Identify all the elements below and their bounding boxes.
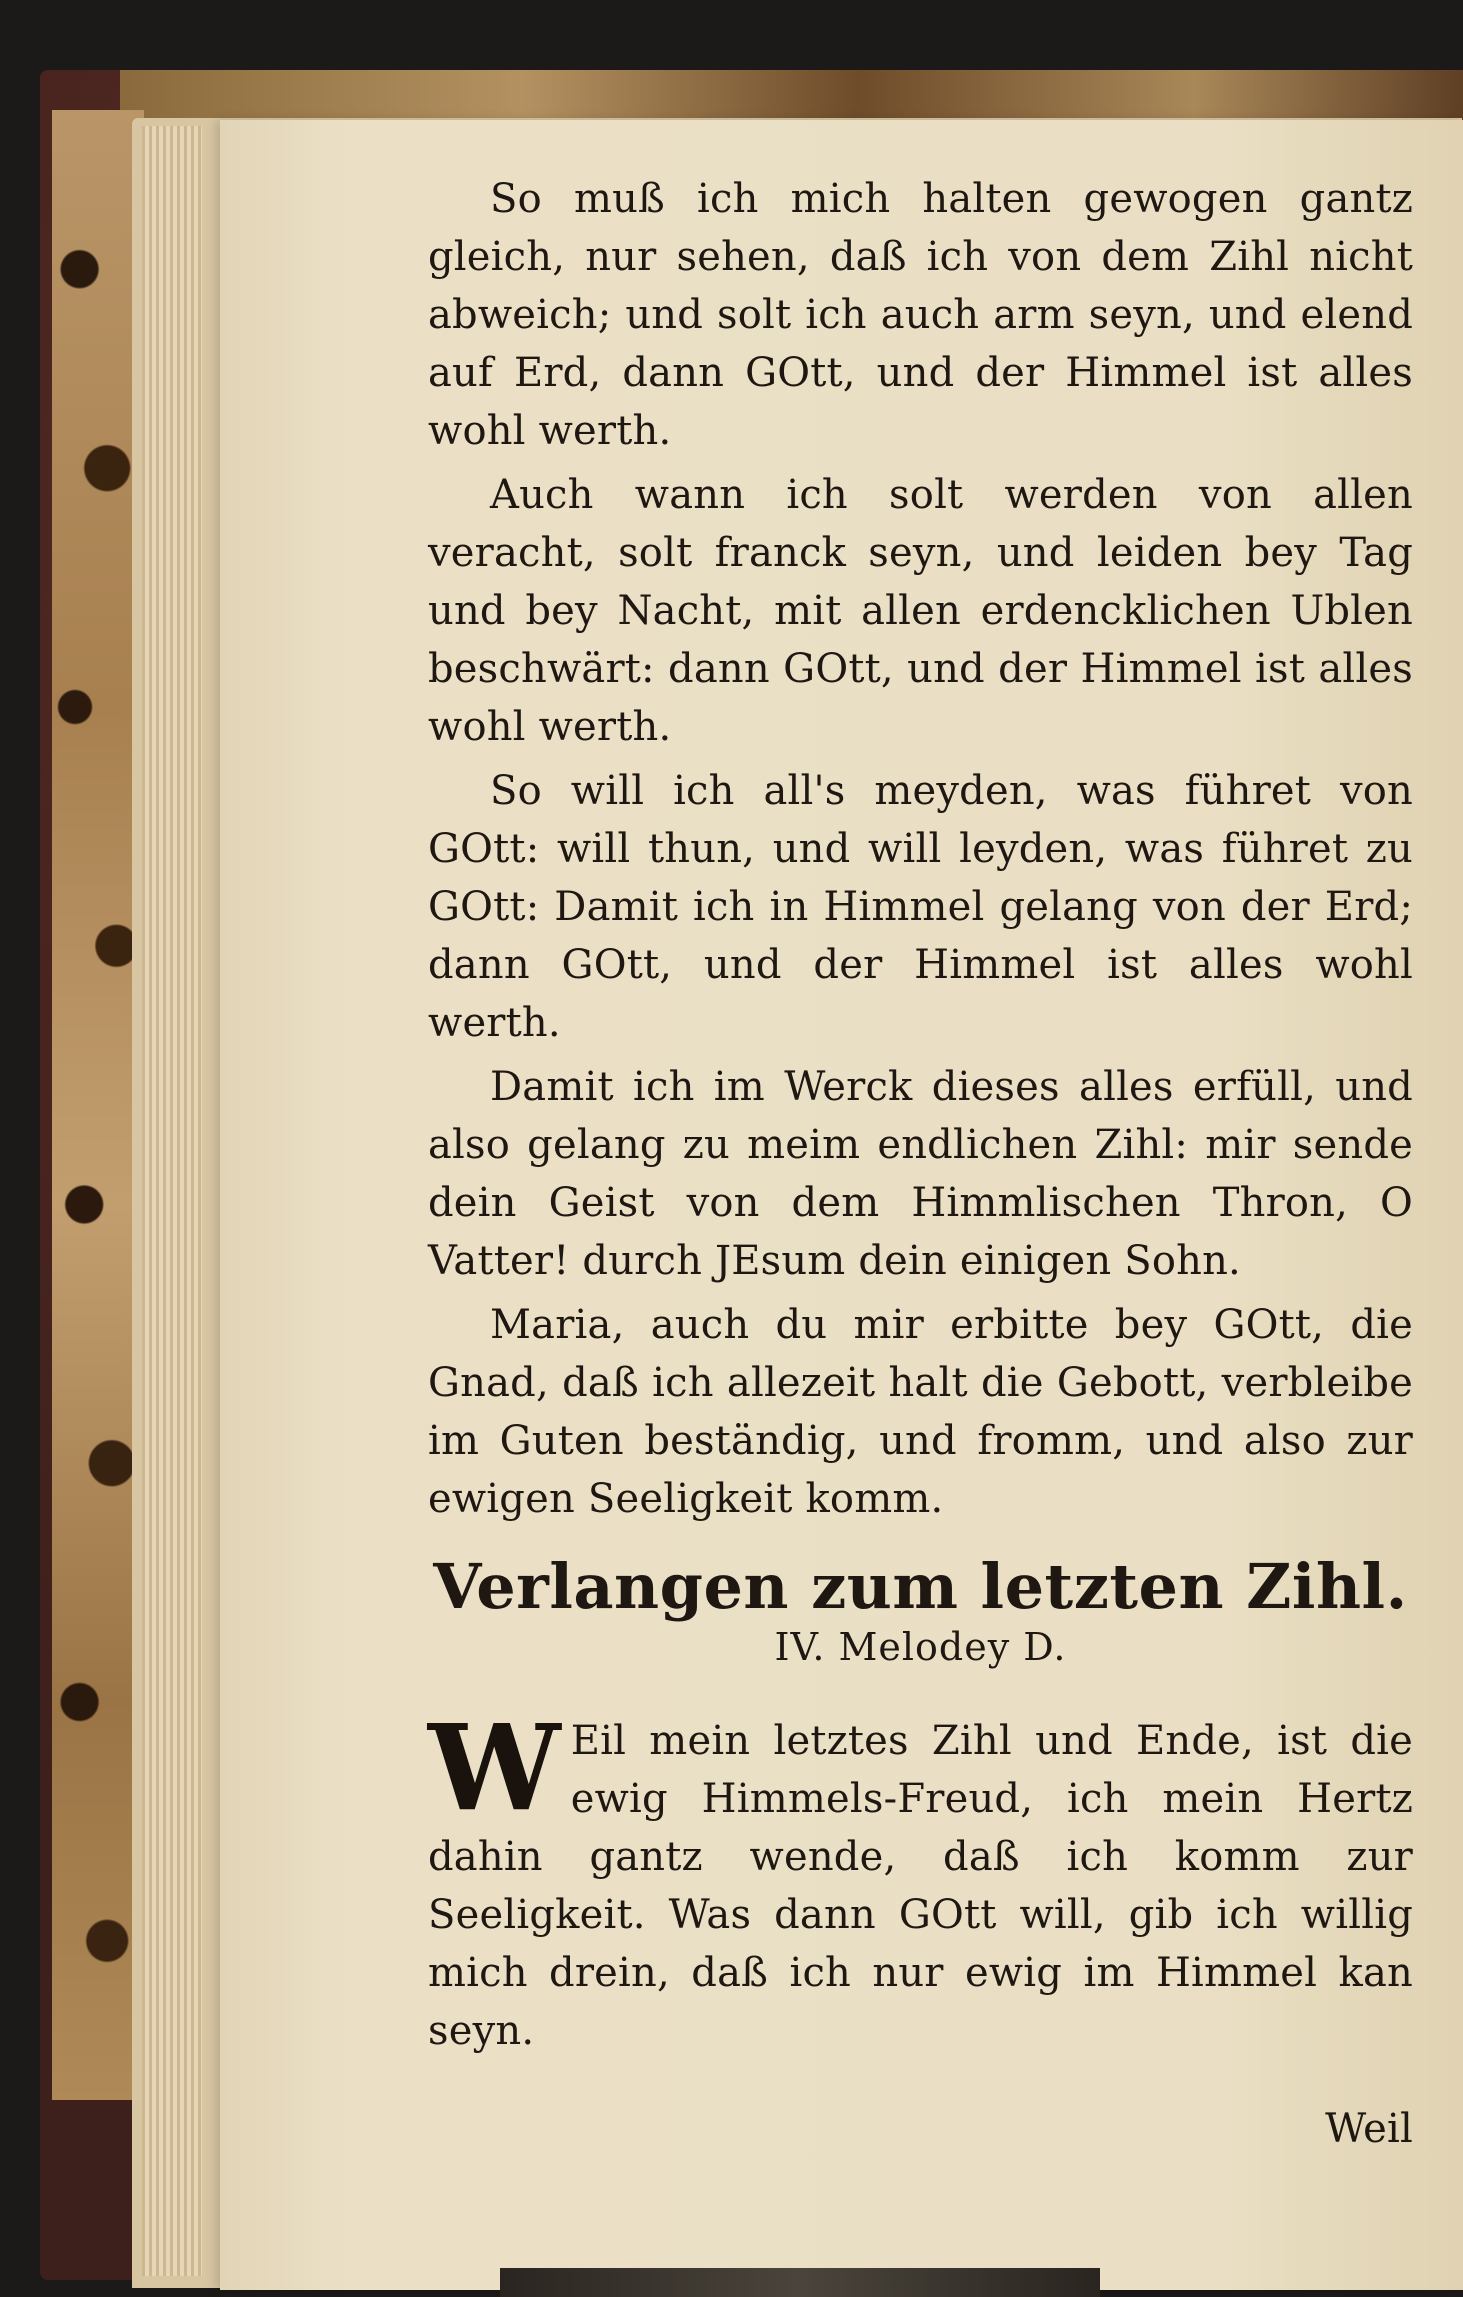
stanza-4: Damit ich im Werck dieses alles erfüll, und also gelang zu meim endlichen Zihl: mir sende dein Geist von dem Himmlischen Thron, O Vatter! durch JEsum dein einigen Sohn. bbox=[428, 1064, 1413, 1284]
catchword: Weil bbox=[1325, 2106, 1413, 2152]
melody-line: IV. Melodey D. bbox=[774, 1625, 1067, 1669]
stanza-1: So muß ich mich halten gewogen gantz gleich, nur sehen, daß ich von dem Zihl nicht abweich; und solt ich auch arm seyn, und elend auf Erd, dann GOtt, und der Himmel ist alles wohl werth. bbox=[428, 176, 1413, 454]
stanza-5: Maria, auch du mir erbitte bey GOtt, die Gnad, daß ich allezeit halt die Gebott, verbleibe im Guten beständig, und fromm, und also zur ewigen Seeligkeit komm. bbox=[428, 1302, 1413, 1522]
drop-cap: W bbox=[428, 1698, 561, 1837]
page-text bbox=[428, 170, 1413, 2158]
bottom-shadow bbox=[500, 2268, 1100, 2297]
stanza-3: So will ich all's meyden, was führet von GOtt: will thun, und will leyden, was führet zu GOtt: Damit ich in Himmel gelang von der Erd; dann GOtt, und der Himmel ist alles wohl werth. bbox=[428, 768, 1413, 1046]
song-verse bbox=[428, 1698, 1413, 2060]
section-title: Verlangen zum letzten Zihl. bbox=[433, 1550, 1408, 1623]
marbled-endpaper bbox=[52, 110, 144, 2100]
stanza-2: Auch wann ich solt werden von allen veracht, solt franck seyn, und leiden bey Tag und bey Nacht, mit allen erdencklichen Ublen beschwärt: dann GOtt, und der Himmel ist alles wohl werth. bbox=[428, 472, 1413, 750]
song-text: Eil mein letztes Zihl und Ende, ist die ewig Himmels-Freud, ich mein Hertz dahin gantz wende, daß ich komm zur Seeligkeit. Was dann GOtt will, gib ich willig mich drein, daß ich nur ewig im Himmel kan seyn. bbox=[428, 1718, 1413, 2054]
